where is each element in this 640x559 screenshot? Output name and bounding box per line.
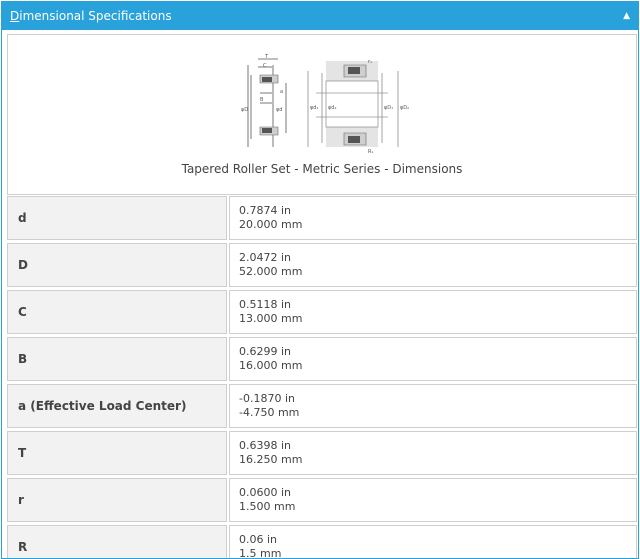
spec-label: T: [7, 431, 227, 475]
spec-row: [7, 290, 637, 334]
spec-value-mm: 1.5 mm: [239, 547, 282, 559]
spec-value-mm: 13.000 mm: [239, 312, 303, 325]
spec-value-mm: 1.500 mm: [239, 500, 296, 513]
svg-text:φD₁: φD₁: [384, 105, 394, 111]
spec-value-in: 0.5118 in: [239, 298, 292, 311]
spec-value: [229, 337, 637, 381]
spec-value-mm: 16.000 mm: [239, 359, 303, 372]
svg-text:B: B: [260, 97, 264, 103]
svg-text:C: C: [263, 63, 267, 69]
spec-value-in: -0.1870 in: [239, 392, 295, 405]
spec-label: C: [7, 290, 227, 334]
diagram-caption: Tapered Roller Set - Metric Series - Dimensions: [181, 162, 463, 176]
svg-text:T: T: [265, 54, 269, 60]
spec-value: [229, 196, 637, 240]
spec-value-mm: 52.000 mm: [239, 265, 303, 278]
svg-text:a: a: [280, 89, 284, 95]
spec-value: [229, 243, 637, 287]
spec-value-in: 0.7874 in: [239, 204, 292, 217]
spec-label: a (Effective Load Center): [7, 384, 227, 428]
spec-value-in: 0.06 in: [239, 533, 278, 546]
spec-row: [7, 384, 637, 428]
spec-value: [229, 384, 637, 428]
svg-text:r₁: r₁: [368, 59, 373, 65]
spec-value-in: 0.0600 in: [239, 486, 292, 499]
svg-text:φd₁: φd₁: [310, 105, 319, 111]
spec-label: B: [7, 337, 227, 381]
svg-text:R₁: R₁: [368, 149, 374, 155]
spec-row: [7, 525, 637, 559]
spec-row: [7, 431, 637, 475]
svg-text:φD₂: φD₂: [400, 105, 410, 111]
panel-title-accesskey: D: [10, 9, 20, 23]
svg-text:φd₂: φd₂: [328, 105, 337, 111]
panel-title-rest: imensional Specifications: [19, 9, 172, 23]
panel-header[interactable]: [2, 2, 638, 30]
spec-value-in: 0.6398 in: [239, 439, 292, 452]
spec-value: [229, 290, 637, 334]
spec-value-in: 2.0472 in: [239, 251, 292, 264]
spec-value: [229, 478, 637, 522]
dimensional-specifications-panel: [1, 1, 639, 559]
spec-value: [229, 525, 637, 559]
spec-label: R: [7, 525, 227, 559]
spec-value-mm: 20.000 mm: [239, 218, 303, 231]
spec-row: [7, 337, 637, 381]
spec-label: D: [7, 243, 227, 287]
spec-row: [7, 196, 637, 240]
spec-row: [7, 243, 637, 287]
tapered-roller-bearing-diagram-icon: [238, 53, 418, 161]
spec-label: d: [7, 196, 227, 240]
spec-row: [7, 478, 637, 522]
spec-value-in: 0.6299 in: [239, 345, 292, 358]
svg-text:φd: φd: [276, 107, 283, 113]
spec-label: r: [7, 478, 227, 522]
collapse-icon[interactable]: ▲: [623, 10, 630, 21]
spec-value-mm: 16.250 mm: [239, 453, 303, 466]
panel-title: [10, 9, 172, 23]
spec-value-mm: -4.750 mm: [239, 406, 300, 419]
spec-value: [229, 431, 637, 475]
svg-text:φD: φD: [241, 107, 249, 113]
diagram-box: [7, 34, 637, 195]
